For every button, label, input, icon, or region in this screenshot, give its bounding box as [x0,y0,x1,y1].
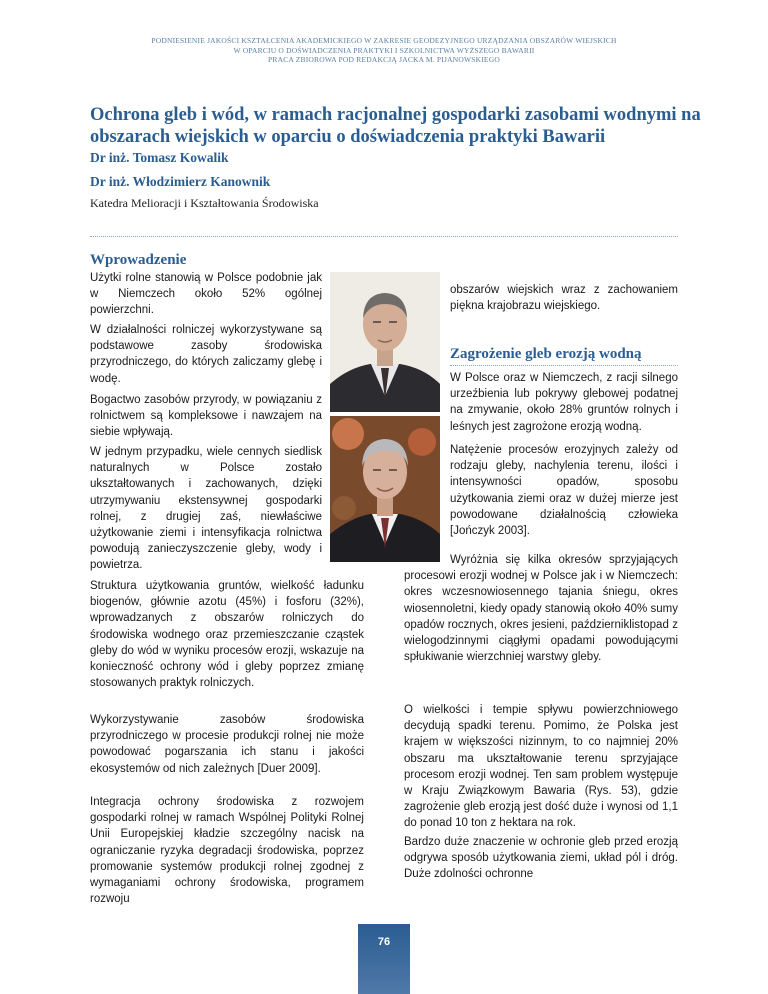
paragraph-erosion-4: O wielkości i tempie spływu powierzchniowego decydują spadki terenu. Pomimo, że Polska jest krajem w większości nizinnym, to co najmniej 20% obszaru ma ukształtowanie terenu sprzyjające procesom erozji wodnej. Ten sam problem występuje w Kraju Związkowym Bawaria (Rys. 53), gdzie zagrożenie gleb erozją jest dość duże i wynosi od 1,1 do ponad 10 ton z hektara na rok. [404,704,678,830]
portrait-2-illustration [330,416,440,562]
section-heading-erosion: Zagrożenie gleb erozją wodną [450,346,678,366]
section-heading-intro: Wprowadzenie [90,252,187,268]
author-photo-kanownik [330,416,440,562]
paragraph-intro-3: Bogactwo zasobów przyrody, w powiązaniu z rolnictwem są kompleksowe i nawzajem na siebie wpływają. [90,394,322,439]
paragraph-intro-7: Integracja ochrony środowiska z rozwojem gospodarki rolnej w ramach Wspólnej Polityki Rolnej Unii Europejskiej kładzie szczególny nacisk na ograniczanie ryzyka degradacji środowiska, poprzez promowanie systemów produkcji rolnej zgodnej z wymaganiami ochrony środowiska, programem rozwoju [90,796,364,906]
running-header-line-3: PRACA ZBIOROWA POD REDAKCJĄ JACKA M. PIJANOWSKIEGO [268,55,500,64]
affiliation: Katedra Melioracji i Kształtowania Środowiska [90,196,319,210]
author-2: Dr inż. Włodzimierz Kanownik [90,174,271,189]
header-divider [90,236,678,237]
paragraph-intro-6: Wykorzystywanie zasobów środowiska przyrodniczego w procesie produkcji rolnej nie może powodować pogarszania ich stanu i jakości ekosystemów od nich zależnych [Duer 2009]. [90,714,364,775]
paragraph-erosion-2: Natężenie procesów erozyjnych zależy od rodzaju gleby, nachylenia terenu, ilości i intensywności opadów, sposobu użytkowania ziemi oraz w dużej mierze jest powodowane działalnością człowieka [Jończyk 2003]. [450,444,678,538]
page-number-tab [358,924,410,994]
paragraph-intro-1: Użytki rolne stanowią w Polsce podobnie jak w Niemczech około 52% ogólnej powierzchni. [90,272,322,317]
paragraph-right-1: obszarów wiejskich wraz z zachowaniem piękna krajobrazu wiejskiego. [450,284,678,313]
author-1: Dr inż. Tomasz Kowalik [90,150,229,165]
paragraph-intro-5: Struktura użytkowania gruntów, wielkość ładunku biogenów, głównie azotu (45%) i fosforu (32%), wprowadzanych z obszarów rolniczych do środowiska wodnego oraz przemieszczanie cząstek gleby do wód w wyniku procesów erozji, wskazuje na konieczność ochrony wód i gleby poprzez zmianę stosowanych praktyk rolniczych. [90,580,364,690]
paragraph-erosion-1: W Polsce oraz w Niemczech, z racji silnego urzeźbienia lub pokrywy glebowej podatnej na zmywanie, około 28% gruntów rolnych i leśnych jest zagrożone erozją wodną. [450,372,678,433]
paragraph-intro-2: W działalności rolniczej wykorzystywane są podstawowe zasoby środowiska przyrodniczego, do których zaliczamy glebę i wodę. [90,324,322,385]
paragraph-erosion-5: Bardzo duże znaczenie w ochronie gleb przed erozją odgrywa sposób użytkowania ziemi, układ pól i dróg. Duże zdolności ochronne [404,836,678,881]
running-header-line-1: PODNIESIENIE JAKOŚCI KSZTAŁCENIA AKADEMICKIEGO W ZAKRESIE GEODEZYJNEGO URZĄDZANIA OBSZARÓW WIEJSKICH [151,36,617,45]
portrait-1-illustration [330,272,440,412]
running-header-line-2: W OPARCIU O DOŚWIADCZENIA PRAKTYKI I SZKOLNICTWA WYŻSZEGO BAWARII [233,45,535,55]
paragraph-intro-4: W jednym przypadku, wiele cennych siedlisk naturalnych w Polsce zostało ukształtowanych i zachowanych, dzięki utrzymywaniu ekstensywnej gospodarki rolnej, z drugiej zaś, niewłaściwe użytkowanie ziemi i intensyfikacja rolnictwa powodują zanieczyszczenie gleby, wody i powietrza. [90,446,322,572]
article-title: Ochrona gleb i wód, w ramach racjonalnej gospodarki zasobami wodnymi na obszarach wiejskich w oparciu o doświadczenia praktyki Bawarii [90,105,701,147]
running-header [0,36,768,65]
page-number: 76 [377,936,391,948]
author-photo-kowalik [330,272,440,412]
paragraph-erosion-3: Wyróżnia się kilka okresów sprzyjających procesowi erozji wodnej w Polsce jak i w Niemczech: okres wczesnowiosennego tajania śniegu, okres wiosennoletni, kiedy opady stanowią około 40% sumy opadów rocznych, okres jesieni, październiklistopad z wielogodzinnymi ciągłymi opadami powodującymi spłukiwanie wierzchniej warstwy gleby. [404,554,678,664]
